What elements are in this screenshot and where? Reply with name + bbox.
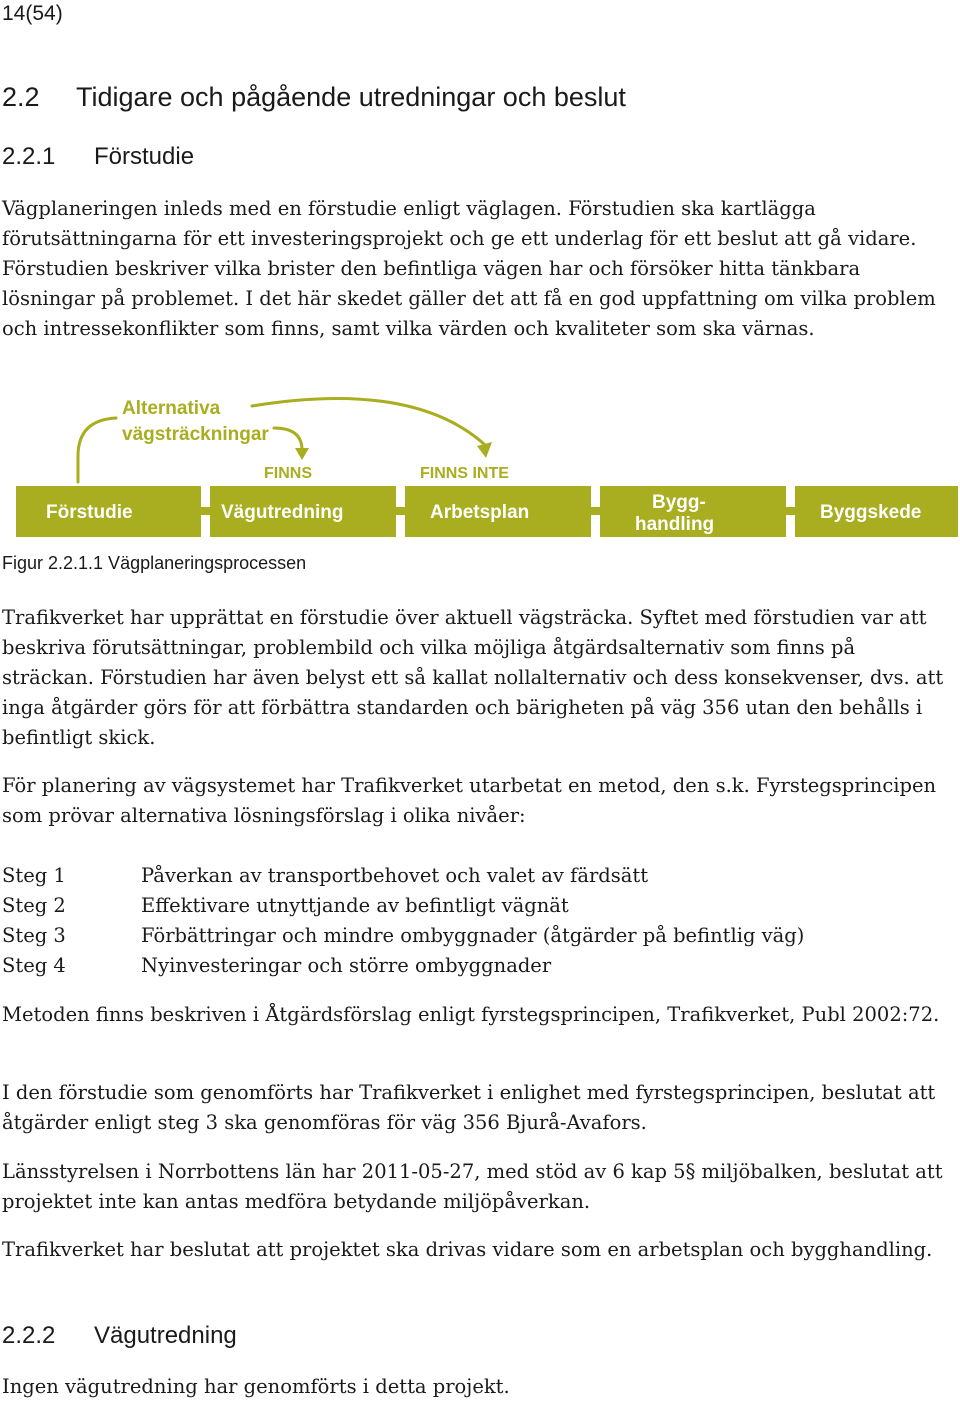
connector xyxy=(201,507,210,515)
finns-label: FINNS xyxy=(264,465,312,482)
loop-label-line2: vägsträckningar xyxy=(122,424,269,445)
connector xyxy=(396,507,405,515)
figure-caption: Figur 2.2.1.1 Vägplaneringsprocessen xyxy=(2,553,307,573)
connector xyxy=(786,507,795,515)
stage-label-bygghandling-line2: handling xyxy=(635,514,715,535)
arrow-finns-inte xyxy=(252,398,484,444)
loop-label-line1: Alternativa xyxy=(122,398,221,419)
paragraph-fyrstegsprincipen: För planering av vägsystemet har Trafikverket utarbetat en metod, den s.k. Fyrstegsprincipen som prövar alternativa lösningsförslag i olika nivåer: xyxy=(2,774,937,827)
subsection-title: Vägutredning xyxy=(94,1322,237,1349)
paragraph-ingen-vagutredning: Ingen vägutredning har genomförts i detta projekt. xyxy=(2,1375,510,1398)
arrow-finns xyxy=(274,428,302,450)
stage-label-vagutredning: Vägutredning xyxy=(221,502,344,523)
step-label: Steg 4 xyxy=(2,954,66,977)
connector xyxy=(591,507,600,515)
loop-arrow-left xyxy=(78,418,116,482)
arrowhead xyxy=(295,448,309,460)
step-text: Effektivare utnyttjande av befintligt vägnät xyxy=(141,894,569,917)
arrowhead xyxy=(477,442,492,458)
paragraph-arbetsplan: Trafikverket har beslutat att projektet ska drivas vidare som en arbetsplan och bygghandling. xyxy=(2,1238,933,1261)
step-row xyxy=(2,891,804,921)
paragraph-metoden: Metoden finns beskriven i Åtgärdsförslag enligt fyrstegsprincipen, Trafikverket, Publ 2002:72. xyxy=(2,1003,940,1026)
section-title: Tidigare och pågående utredningar och beslut xyxy=(76,82,626,112)
steps-list xyxy=(2,861,804,981)
subsection-number: 2.2.1 xyxy=(2,143,56,170)
stage-label-arbetsplan: Arbetsplan xyxy=(430,502,530,523)
subsection-title: Förstudie xyxy=(94,143,195,170)
stage-label-forstudie: Förstudie xyxy=(46,502,133,523)
process-diagram xyxy=(12,394,958,544)
page-number: 14(54) xyxy=(2,2,63,25)
step-row xyxy=(2,921,804,951)
stage-label-bygghandling-line1: Bygg- xyxy=(652,492,706,513)
paragraph-intro: Vägplaneringen inleds med en förstudie enligt väglagen. Förstudien ska kartlägga förutsättningarna för ett investeringsprojekt och ge ett underlag för ett beslut att gå vidare. Förstudien beskriver vilka brister den befintliga vägen har och försöker hitta tänkbara lösningar på problemet. I det här skedet gäller det att få en god uppfattning om vilka problem och intressekonflikter som finns, samt vilka värden och kvaliteter som ska värnas. xyxy=(2,197,936,340)
subsection-heading-forstudie xyxy=(2,143,194,171)
step-text: Nyinvesteringar och större ombyggnader xyxy=(141,954,552,977)
paragraph-lansstyrelsen: Länsstyrelsen i Norrbottens län har 2011-05-27, med stöd av 6 kap 5§ miljöbalken, beslutat att projektet inte kan antas medföra betydande miljöpåverkan. xyxy=(2,1160,943,1213)
step-text: Förbättringar och mindre ombyggnader (åtgärder på befintlig väg) xyxy=(141,924,805,947)
section-number: 2.2 xyxy=(2,82,40,112)
step-row xyxy=(2,861,804,891)
subsection-heading-vagutredning xyxy=(2,1322,237,1350)
section-heading xyxy=(2,82,626,113)
step-text: Påverkan av transportbehovet och valet av färdsätt xyxy=(141,864,649,887)
subsection-number: 2.2.2 xyxy=(2,1322,56,1349)
stage-label-byggskede: Byggskede xyxy=(820,502,922,523)
step-label: Steg 3 xyxy=(2,924,66,947)
step-label: Steg 1 xyxy=(2,864,66,887)
finns-inte-label: FINNS INTE xyxy=(420,465,509,482)
step-row xyxy=(2,951,804,981)
step-label: Steg 2 xyxy=(2,894,66,917)
paragraph-steg3-beslut: I den förstudie som genomförts har Trafikverket i enlighet med fyrstegsprincipen, beslutat att åtgärder enligt steg 3 ska genomföras för väg 356 Bjurå-Avafors. xyxy=(2,1081,936,1134)
paragraph-forstudie-trafikverket: Trafikverket har upprättat en förstudie över aktuell vägsträcka. Syftet med förstudien var att beskriva förutsättningar, problembild och vilka möjliga åtgärdsalternativ som finns på sträckan. Förstudien har även belyst ett så kallat nollalternativ och dess konsekvenser, dvs. att inga åtgärder görs för att förbättra standarden och bärigheten på väg 356 utan den behålls i befintligt skick. xyxy=(2,606,944,749)
